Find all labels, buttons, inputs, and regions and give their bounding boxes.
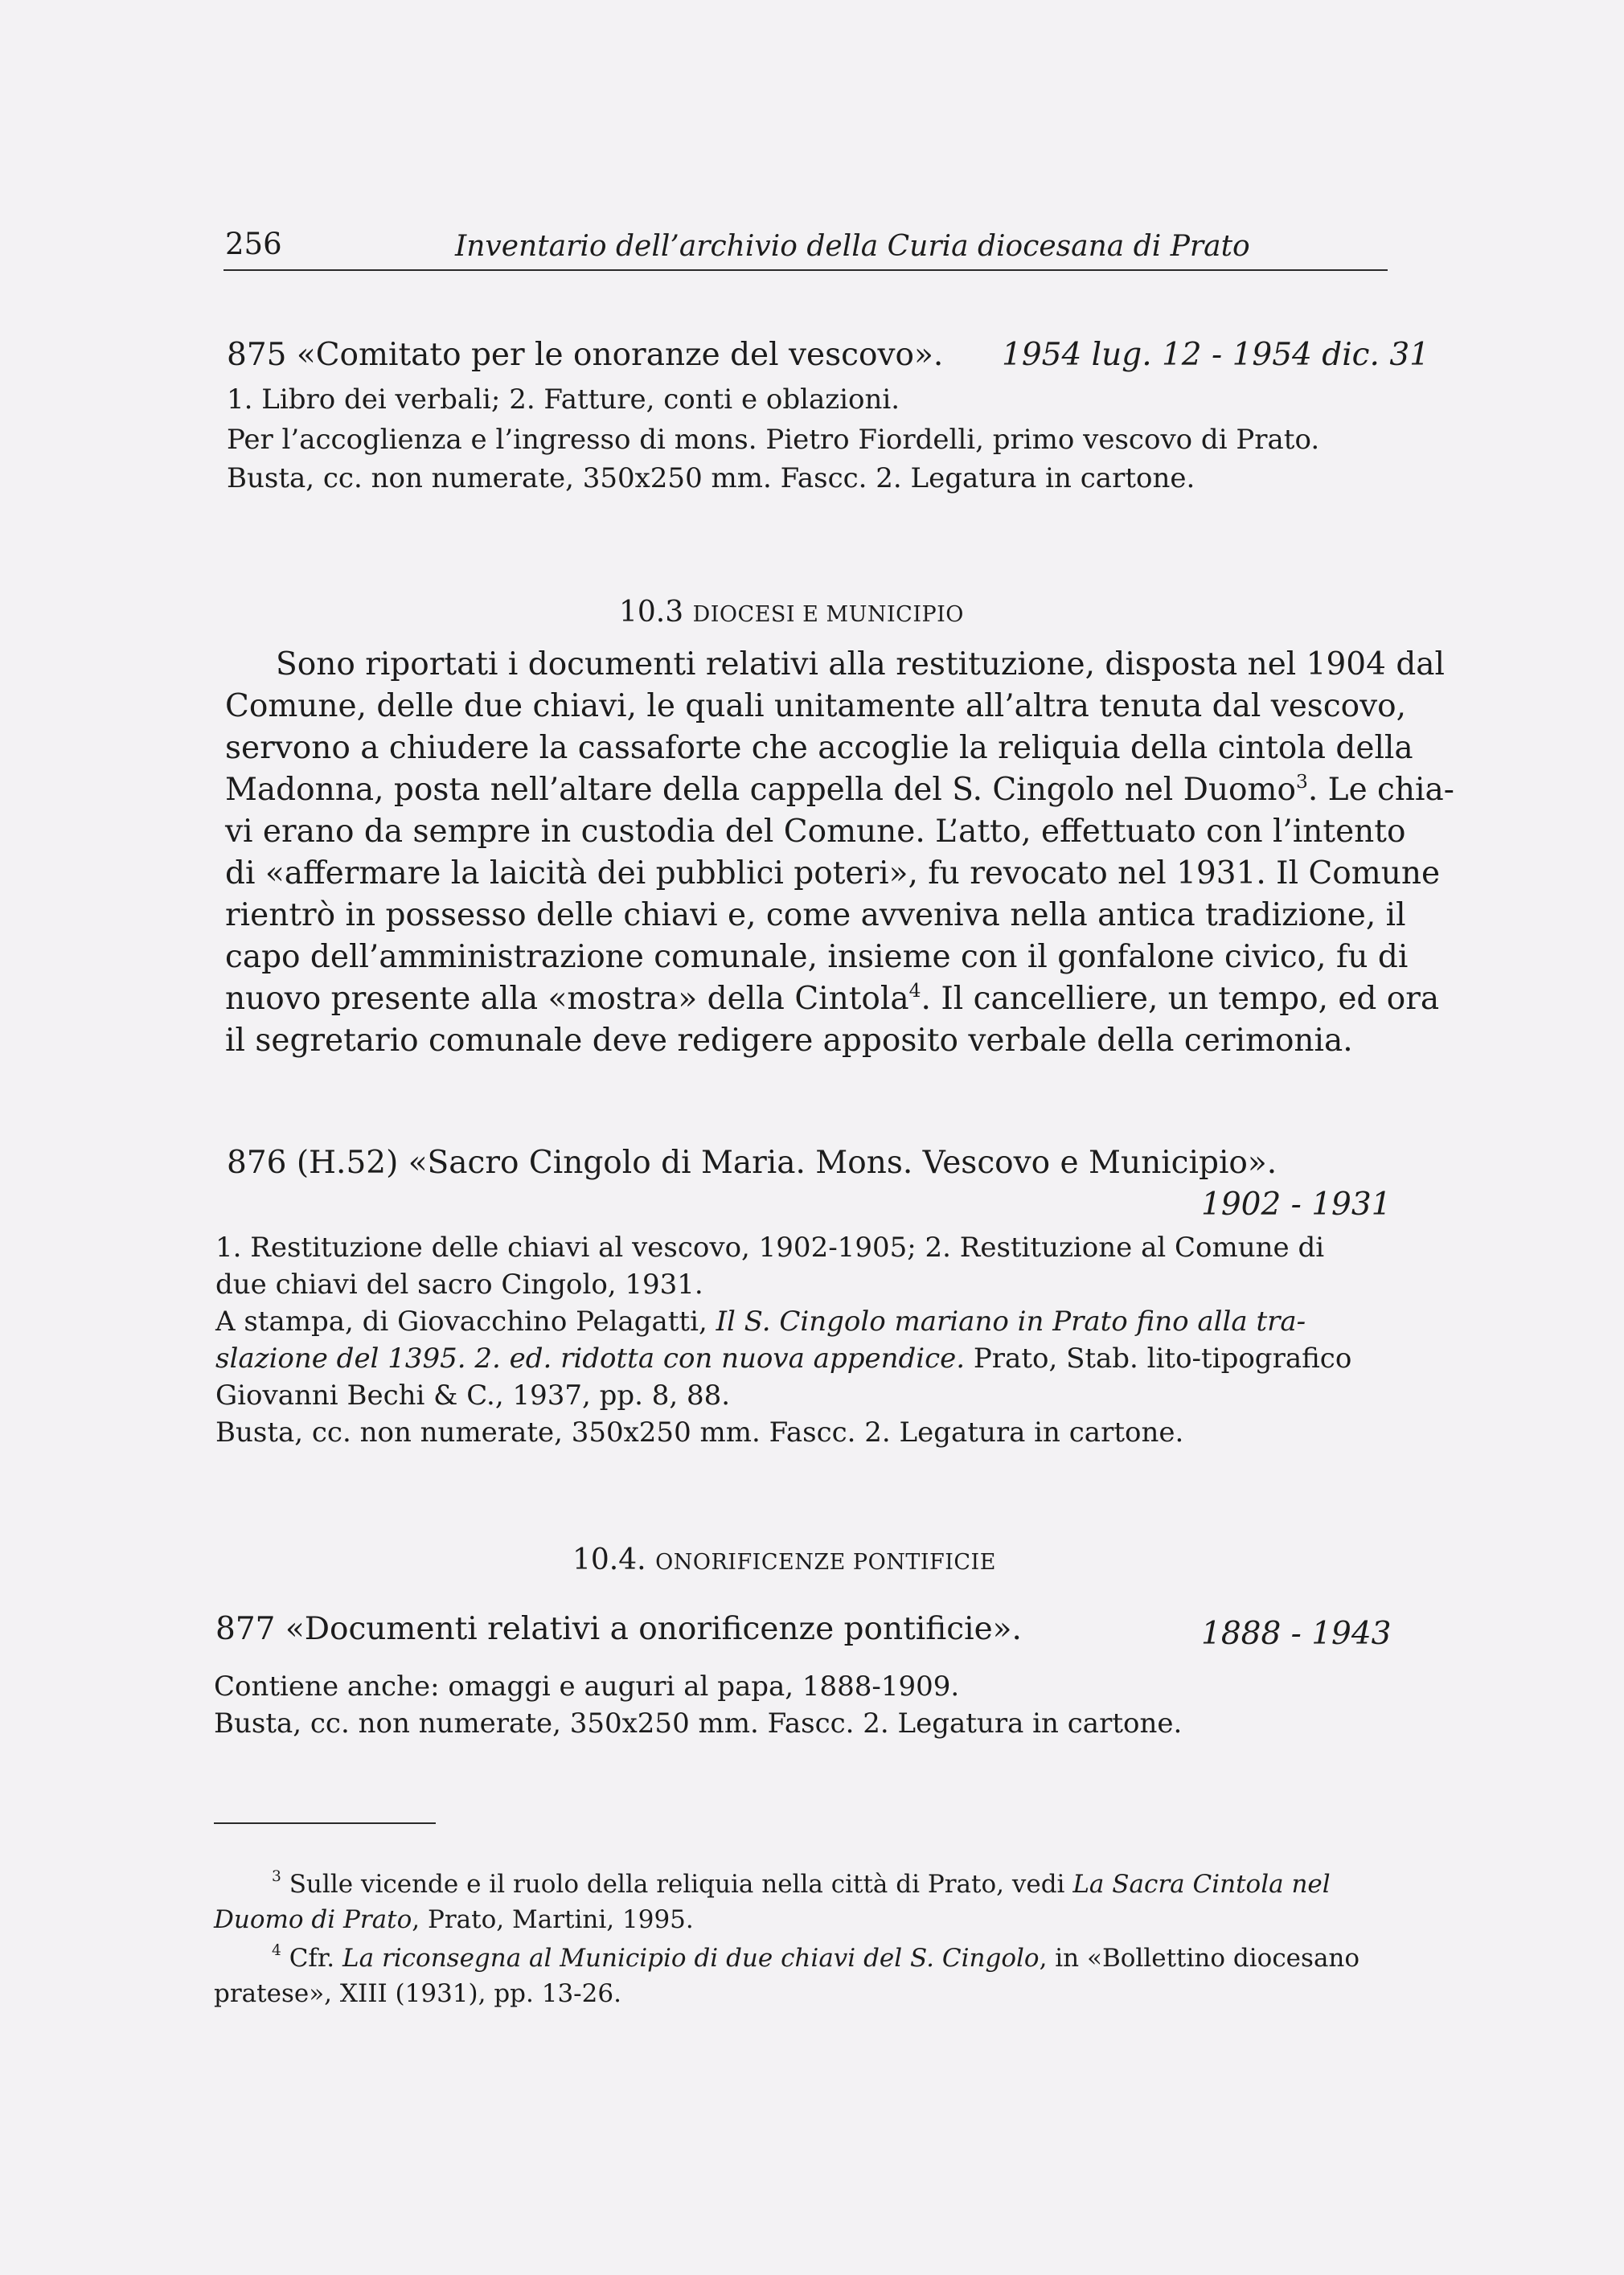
paragraph-line: di «affermare la laicità dei pubblici poteri», fu revocato nel 1931. Il Comune xyxy=(225,855,1441,892)
footnote-4 xyxy=(272,1944,1359,1973)
entry-877-date: 1888 - 1943 xyxy=(1201,1616,1392,1652)
entry-876-bibliography xyxy=(215,1342,1351,1375)
text: , Prato, Martini, 1995. xyxy=(412,1905,694,1934)
footnote-ref-4: 4 xyxy=(908,978,921,1002)
paragraph-line: rientrò in possesso delle chiavi e, come avveniva nella antica tradizione, il xyxy=(225,897,1406,933)
entry-877-title: 877 «Documenti relativi a onorificenze pontificie». xyxy=(215,1611,1022,1647)
section-10-3-name: DIOCESI E MUNICIPIO xyxy=(692,602,964,627)
footnote-number: 3 xyxy=(272,1868,281,1886)
entry-876-description: Busta, cc. non numerate, 350x250 mm. Fascc. 2. Legatura in cartone. xyxy=(215,1416,1184,1449)
footnote-number: 4 xyxy=(272,1942,281,1960)
paragraph-text: . Il cancelliere, un tempo, ed ora xyxy=(921,981,1440,1017)
footnote-3-cont xyxy=(214,1905,694,1934)
paragraph-line: Comune, delle due chiavi, le quali unitamente all’altra tenuta dal vescovo, xyxy=(225,688,1407,724)
entry-877-description: Busta, cc. non numerate, 350x250 mm. Fascc. 2. Legatura in cartone. xyxy=(214,1707,1183,1740)
paragraph-line xyxy=(225,769,1454,808)
text: Sulle vicende e il ruolo della reliquia nella città di Prato, vedi xyxy=(281,1870,1073,1899)
text: , in «Bollettino diocesano xyxy=(1039,1944,1360,1973)
paragraph-text: . Le chia- xyxy=(1307,772,1454,808)
entry-876-title: 876 (H.52) «Sacro Cingolo di Maria. Mons. Vescovo e Municipio». xyxy=(227,1145,1277,1181)
paragraph-line: Sono riportati i documenti relativi alla restituzione, disposta nel 1904 dal xyxy=(276,646,1446,682)
italic-title: La Sacra Cintola nel xyxy=(1072,1870,1331,1899)
paragraph-line xyxy=(225,978,1440,1017)
entry-876-contents: 1. Restituzione delle chiavi al vescovo, 1902-1905; 2. Restituzione al Comune di xyxy=(215,1232,1325,1264)
entry-875-description: Busta, cc. non numerate, 350x250 mm. Fascc. 2. Legatura in cartone. xyxy=(227,462,1195,494)
footnote-3 xyxy=(272,1870,1331,1899)
italic-title: slazione del 1395. 2. ed. ridotta con nuova appendice. xyxy=(215,1342,966,1375)
page-number: 256 xyxy=(225,227,282,261)
section-10-3-heading xyxy=(619,596,964,629)
footnote-4-cont: pratese», XIII (1931), pp. 13-26. xyxy=(214,1979,621,2008)
header-rule xyxy=(224,269,1388,271)
paragraph-line: capo dell’amministrazione comunale, insieme con il gonfalone civico, fu di xyxy=(225,939,1409,975)
italic-title: Duomo di Prato xyxy=(214,1905,412,1934)
section-10-4-name: ONORIFICENZE PONTIFICIE xyxy=(655,1550,996,1575)
footnote-ref-3: 3 xyxy=(1296,769,1308,793)
paragraph-text: Madonna, posta nell’altare della cappella del S. Cingolo nel Duomo xyxy=(225,772,1296,808)
paragraph-line: vi erano da sempre in custodia del Comune. L’atto, effettuato con l’intento xyxy=(225,814,1406,850)
section-10-3-number: 10.3 xyxy=(619,596,684,629)
entry-875-title: 875 «Comitato per le onoranze del vescovo». xyxy=(227,337,944,373)
entry-876-bibliography xyxy=(215,1306,1306,1338)
paragraph-line: servono a chiudere la cassaforte che accoglie la reliquia della cintola della xyxy=(225,730,1413,766)
entry-876-bibliography: Giovanni Bechi & C., 1937, pp. 8, 88. xyxy=(215,1379,731,1412)
text: A stampa, di Giovacchino Pelagatti, xyxy=(215,1306,716,1338)
paragraph-line: il segretario comunale deve redigere apposito verbale della cerimonia. xyxy=(225,1023,1353,1059)
footnote-rule xyxy=(214,1822,436,1824)
text: Cfr. xyxy=(281,1944,343,1973)
entry-876-date: 1902 - 1931 xyxy=(1201,1187,1392,1223)
entry-876-contents: due chiavi del sacro Cingolo, 1931. xyxy=(215,1269,703,1301)
running-title: Inventario dell’archivio della Curia diocesana di Prato xyxy=(455,230,1250,263)
paragraph-text: nuovo presente alla «mostra» della Cintola xyxy=(225,981,909,1017)
entry-875-note: Per l’accoglienza e l’ingresso di mons. Pietro Fiordelli, primo vescovo di Prato. xyxy=(227,424,1320,456)
entry-875-date: 1954 lug. 12 - 1954 dic. 31 xyxy=(1002,337,1429,373)
entry-877-contents: Contiene anche: omaggi e auguri al papa, 1888-1909. xyxy=(214,1670,960,1703)
text: Prato, Stab. lito-tipografico xyxy=(965,1342,1352,1375)
section-10-4-number: 10.4. xyxy=(572,1543,646,1576)
entry-875-contents: 1. Libro dei verbali; 2. Fatture, conti e oblazioni. xyxy=(227,383,900,416)
italic-title: Il S. Cingolo mariano in Prato fino alla tra- xyxy=(716,1306,1306,1338)
section-10-4-heading xyxy=(572,1543,996,1576)
italic-title: La riconsegna al Municipio di due chiavi del S. Cingolo xyxy=(342,1944,1040,1973)
